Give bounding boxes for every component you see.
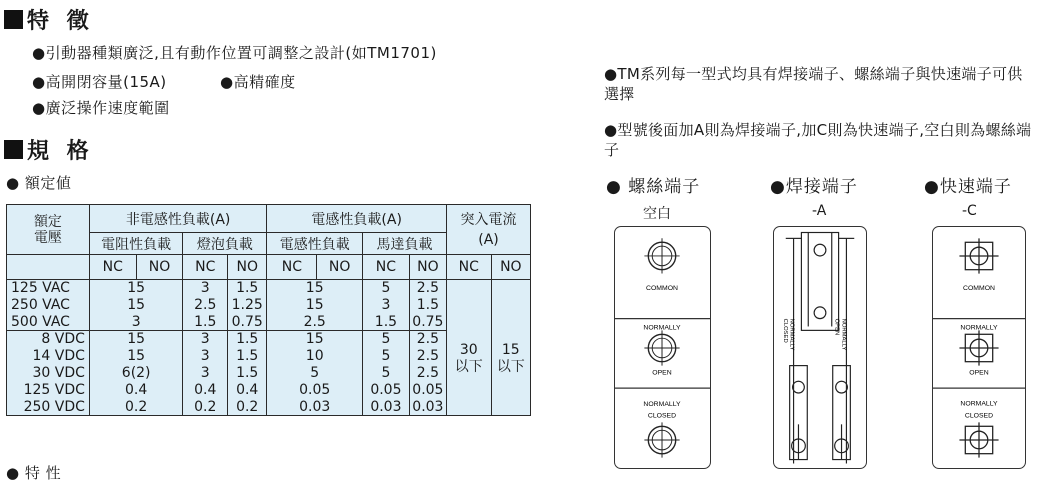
lamp-no-cell: 1.5 (228, 348, 267, 365)
voltage-cell: 250 VAC (7, 297, 90, 314)
inrush-nc-value: 30 以下 (454, 341, 483, 375)
resistive-cell: 15 (89, 297, 183, 314)
closed-label: CLOSED (964, 412, 994, 420)
motor-nc-cell: 0.05 (363, 382, 410, 399)
closed-label: CLOSED (647, 412, 677, 420)
table-row (7, 280, 531, 297)
voltage-cell: 125 VAC (7, 280, 90, 297)
inductive-cell: 15 (267, 280, 363, 297)
screw-terminal-diagram (614, 226, 711, 469)
voltage-cell: 30 VDC (7, 365, 90, 382)
inrush-no-value: 15 以下 (496, 341, 525, 375)
resistive-cell: 0.2 (89, 399, 183, 416)
resistive-cell: 0.4 (89, 382, 183, 399)
motor-no-cell: 0.75 (409, 314, 446, 331)
inductive-cell: 10 (267, 348, 363, 365)
lamp-no-cell: 0.2 (228, 399, 267, 416)
features-heading (4, 4, 94, 35)
screw-terminal-svg (615, 227, 710, 468)
feature-item-capacity: ●高開閉容量(15A) (32, 73, 167, 91)
motor-nc-cell: 0.03 (363, 399, 410, 416)
feature-item-actuators: ●引動器種類廣泛,且有動作位置可調整之設計(如TM1701) (32, 44, 437, 62)
quick-terminal-diagram (932, 226, 1026, 469)
normally-open-label: NORMALLYOPEN (833, 318, 847, 351)
inductive-cell: 15 (267, 297, 363, 314)
inductive-cell: 0.05 (267, 382, 363, 399)
terminal-type-quick: ●快速端子 (924, 177, 1012, 197)
inductive-load-header: 電感性負載(A) (267, 205, 447, 233)
inductive-sub-header: 電感性負載 (267, 233, 363, 255)
motor-nc-cell: 5 (363, 365, 410, 382)
non-inductive-load-header: 非電感性負載(A) (89, 205, 266, 233)
motor-no-cell: 0.03 (409, 399, 446, 416)
open-label: OPEN (652, 369, 672, 377)
resistive-cell: 6(2) (89, 365, 183, 382)
motor-nc-cell: 5 (363, 331, 410, 348)
characteristics-label: ● 特 性 (6, 464, 62, 482)
motor-nc-cell: 5 (363, 280, 410, 297)
motor-nc-cell: 5 (363, 348, 410, 365)
nc-header: NC (446, 255, 491, 280)
inrush-nc-cell (446, 280, 491, 416)
quick-tab-icon (959, 330, 998, 365)
quick-tab-icon (959, 238, 998, 273)
inrush-current-header-text: 突入電流 (A) (460, 211, 517, 248)
inrush-no-cell (491, 280, 530, 416)
no-header: NO (491, 255, 530, 280)
common-label: COMMON (963, 285, 995, 293)
motor-no-cell: 2.5 (409, 348, 446, 365)
nc-header: NC (363, 255, 410, 280)
lamp-nc-cell: 0.2 (183, 399, 228, 416)
terminal-type-solder: ●焊接端子 (770, 177, 858, 197)
lamp-no-cell: 0.75 (228, 314, 267, 331)
resistive-cell: 3 (89, 314, 183, 331)
lamp-nc-cell: 3 (183, 348, 228, 365)
quick-terminal-svg (933, 227, 1025, 468)
rated-voltage-header (7, 205, 90, 255)
heading-square-icon (4, 140, 23, 159)
rated-values-label: ● 額定値 (6, 174, 72, 192)
lamp-nc-cell: 2.5 (183, 297, 228, 314)
motor-no-cell: 1.5 (409, 297, 446, 314)
solder-terminal-svg (774, 227, 866, 468)
voltage-blank-header (7, 255, 90, 280)
normally-label: NORMALLY (643, 324, 681, 332)
voltage-cell: 500 VAC (7, 314, 90, 331)
motor-nc-cell: 1.5 (363, 314, 410, 331)
lamp-load-header: 燈泡負載 (183, 233, 267, 255)
no-header: NO (136, 255, 183, 280)
screw-icon (644, 238, 679, 273)
nc-header: NC (89, 255, 136, 280)
resistive-cell: 15 (89, 331, 183, 348)
no-header: NO (228, 255, 267, 280)
inductive-cell: 0.03 (267, 399, 363, 416)
inrush-current-header (446, 205, 530, 255)
lamp-no-cell: 1.5 (228, 280, 267, 297)
open-label: OPEN (969, 369, 989, 377)
resistive-cell: 15 (89, 348, 183, 365)
lamp-nc-cell: 3 (183, 280, 228, 297)
no-header: NO (317, 255, 363, 280)
suffix-screw: 空白 (643, 206, 671, 222)
screw-icon (644, 330, 679, 365)
rated-voltage-header-text: 額定 電壓 (33, 213, 62, 246)
solder-terminal-diagram (773, 226, 867, 469)
suffix-quick: -C (962, 203, 977, 219)
quick-tab-icon (959, 422, 998, 457)
note-terminal-options: ●TM系列每一型式均具有焊接端子、螺絲端子與快速端子可供選擇 (604, 65, 1023, 103)
feature-item-speed-range: ●廣泛操作速度範圍 (32, 99, 170, 117)
normally-label: NORMALLY (643, 400, 681, 408)
voltage-cell: 8 VDC (7, 331, 90, 348)
suffix-solder: -A (812, 203, 827, 219)
lamp-no-cell: 0.4 (228, 382, 267, 399)
screw-icon (644, 422, 679, 457)
motor-no-cell: 2.5 (409, 331, 446, 348)
normally-label: NORMALLY (960, 400, 998, 408)
lamp-nc-cell: 1.5 (183, 314, 228, 331)
inductive-cell: 2.5 (267, 314, 363, 331)
spec-heading (4, 134, 94, 165)
lamp-no-cell: 1.5 (228, 331, 267, 348)
spec-title: 規 格 (27, 139, 94, 164)
no-header: NO (409, 255, 446, 280)
motor-no-cell: 2.5 (409, 365, 446, 382)
motor-no-cell: 0.05 (409, 382, 446, 399)
normally-closed-label: NORMALLYCLOSED (781, 318, 795, 351)
heading-square-icon (4, 10, 23, 29)
lamp-nc-cell: 3 (183, 365, 228, 382)
inductive-cell: 5 (267, 365, 363, 382)
motor-load-header: 馬達負載 (363, 233, 447, 255)
voltage-cell: 125 VDC (7, 382, 90, 399)
motor-nc-cell: 3 (363, 297, 410, 314)
inductive-cell: 15 (267, 331, 363, 348)
lamp-no-cell: 1.25 (228, 297, 267, 314)
lamp-nc-cell: 0.4 (183, 382, 228, 399)
motor-no-cell: 2.5 (409, 280, 446, 297)
normally-label: NORMALLY (960, 324, 998, 332)
lamp-nc-cell: 3 (183, 331, 228, 348)
note-model-suffix: ●型號後面加A則為焊接端子,加C則為快速端子,空白則為螺絲端子 (604, 121, 1032, 159)
feature-item-accuracy: ●高精確度 (220, 73, 296, 91)
resistive-load-header: 電阻性負載 (89, 233, 183, 255)
nc-header: NC (267, 255, 317, 280)
voltage-cell: 14 VDC (7, 348, 90, 365)
features-title: 特 徵 (27, 9, 94, 34)
voltage-cell: 250 VDC (7, 399, 90, 416)
lamp-no-cell: 1.5 (228, 365, 267, 382)
terminal-type-screw: ● 螺絲端子 (606, 177, 701, 197)
common-label: COMMON (646, 285, 678, 293)
nc-header: NC (183, 255, 228, 280)
rating-table (6, 204, 531, 416)
resistive-cell: 15 (89, 280, 183, 297)
